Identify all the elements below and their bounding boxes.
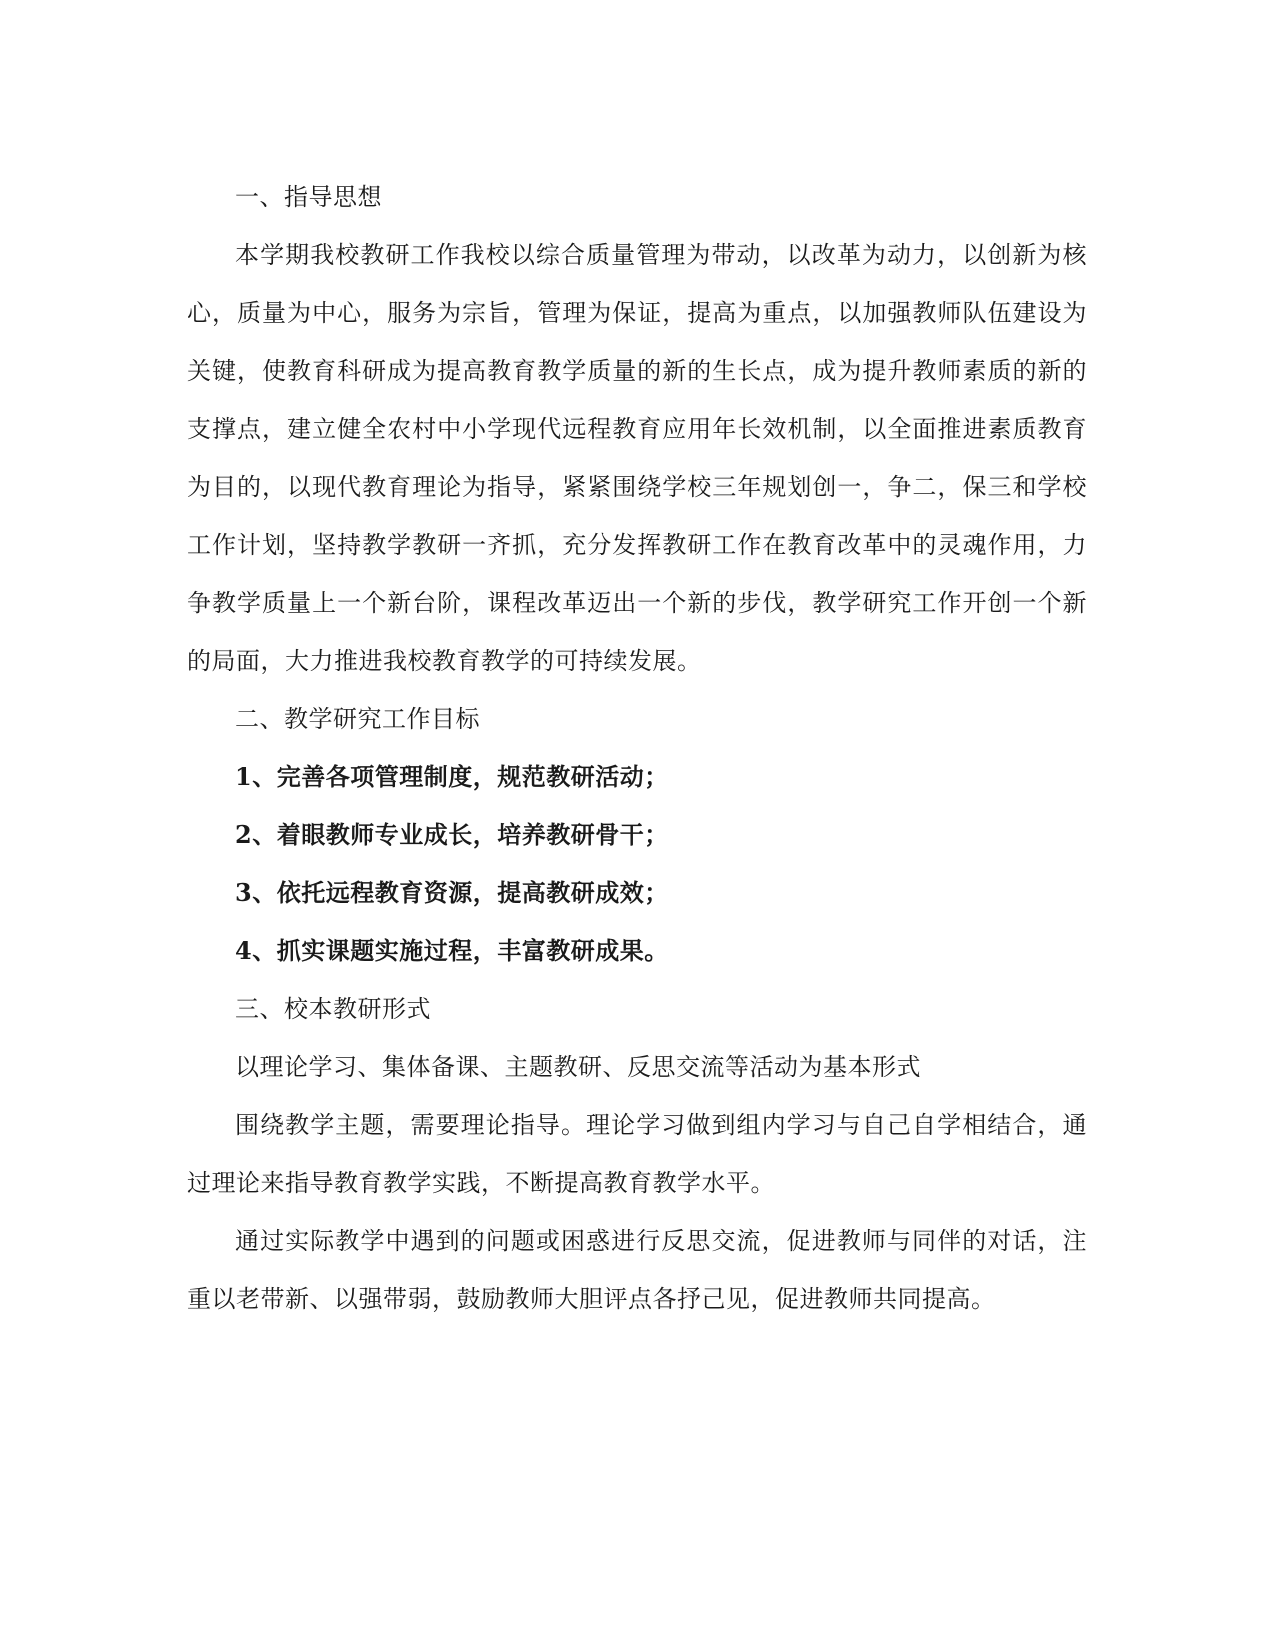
goal-item: 1、完善各项管理制度，规范教研活动；: [235, 762, 669, 791]
paragraph-research-forms-intro: 以理论学习、集体备课、主题教研、反思交流等活动为基本形式: [235, 1053, 921, 1081]
paragraph-reflection-exchange: 通过实际教学中遇到的问题或困惑进行反思交流，促进教师与同伴的对话，注重以老带新、以强带弱，鼓励教师大胆评点各抒己见，促进教师共同提高。: [187, 1227, 1087, 1313]
section-heading-research-forms: 三、校本教研形式: [235, 995, 431, 1023]
section-heading-guiding-ideology: 一、指导思想: [235, 183, 382, 211]
goal-item: 2、着眼教师专业成长，培养教研骨干；: [235, 820, 669, 849]
goal-item: 3、依托远程教育资源，提高教研成效；: [235, 878, 669, 907]
paragraph-theory-study: 围绕教学主题，需要理论指导。理论学习做到组内学习与自己自学相结合，通过理论来指导教育教学实践，不断提高教育教学水平。: [187, 1111, 1087, 1197]
paragraph-guiding-ideology: 本学期我校教研工作我校以综合质量管理为带动，以改革为动力，以创新为核心，质量为中心，服务为宗旨，管理为保证，提高为重点，以加强教师队伍建设为关键，使教育科研成为提高教育教学质量的新的生长点，成为提升教师素质的新的支撑点，建立健全农村中小学现代远程教育应用年长效机制，以全面推进素质教育为目的，以现代教育理论为指导，紧紧围绕学校三年规划创一，争二，保三和学校工作计划，坚持教学教研一齐抓，充分发挥教研工作在教育改革中的灵魂作用，力争教学质量上一个新台阶，课程改革迈出一个新的步伐，教学研究工作开创一个新的局面，大力推进我校教育教学的可持续发展。: [187, 241, 1087, 675]
document-body: [187, 168, 1087, 1328]
section-heading-research-goals: 二、教学研究工作目标: [235, 705, 480, 733]
goal-item: 4、抓实课题实施过程，丰富教研成果。: [235, 936, 669, 965]
